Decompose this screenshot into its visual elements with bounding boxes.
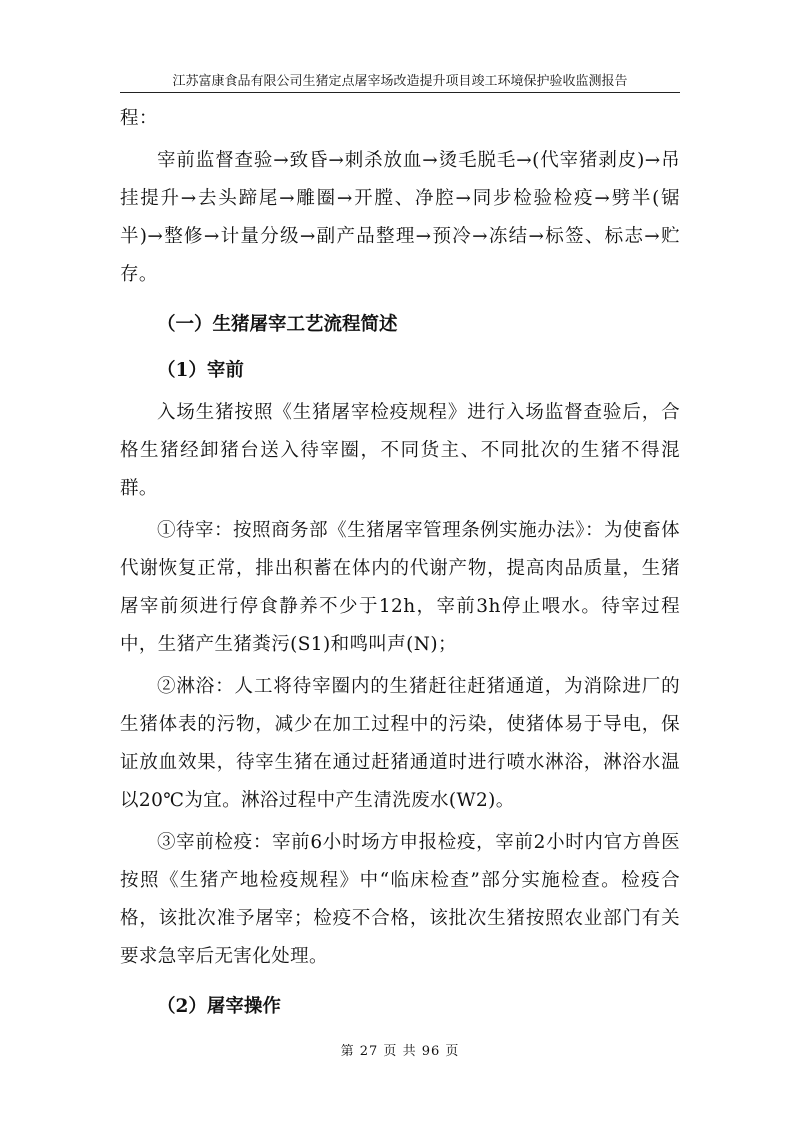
- paragraph-waiting: ①待宰：按照商务部《生猪屠宰管理条例实施办法》：为使畜体代谢恢复正常，排出积蓄在体内的代谢产物，提高肉品质量，生猪屠宰前须进行停食静养不少于12h，宰前3h停止喂水。待宰过程中，生猪产生猪粪污(S1)和鸣叫声(N)；: [120, 520, 680, 655]
- section-title: （一）生猪屠宰工艺流程简述: [157, 314, 398, 335]
- subsection-title-2: （2）屠宰操作: [157, 996, 281, 1017]
- paragraph-shower: ②淋浴：人工将待宰圈内的生猪赶往赶猪通道，为消除进厂的生猪体表的污物，减少在加工过程中的污染，使猪体易于导电，保证放血效果，待宰生猪在通过赶猪通道时进行喷水淋浴，淋浴水温以20℃为宜。淋浴过程中产生清洗废水(W2)。: [120, 676, 680, 811]
- page-number: 第 27 页 共 96 页: [340, 1044, 460, 1059]
- paragraph-inspection: ③宰前检疫：宰前6小时场方申报检疫，宰前2小时内官方兽医按照《生猪产地检疫规程》中“临床检查”部分实施检查。检疫合格，该批次准予屠宰；检疫不合格，该批次生猪按照农业部门有关要求急宰后无害化处理。: [120, 832, 680, 967]
- intro-end: 程：: [120, 108, 158, 129]
- page-body: [120, 100, 680, 1026]
- subsection-title-1: （1）宰前: [157, 360, 244, 381]
- header-rule: [120, 92, 680, 93]
- process-flow: 宰前监督查验→致昏→刺杀放血→烫毛脱毛→(代宰猪剥皮)→吊挂提升→去头蹄尾→雕圈→开膛、净腔→同步检验检疫→劈半(锯半)→整修→计量分级→副产品整理→预冷→冻结→标签、标志→贮存。: [120, 150, 680, 285]
- paragraph-intake: 入场生猪按照《生猪屠宰检疫规程》进行入场监督查验后，合格生猪经卸猪台送入待宰圈，不同货主、不同批次的生猪不得混群。: [120, 402, 680, 499]
- running-header: 江苏富康食品有限公司生猪定点屠宰场改造提升项目竣工环境保护验收监测报告: [172, 74, 628, 89]
